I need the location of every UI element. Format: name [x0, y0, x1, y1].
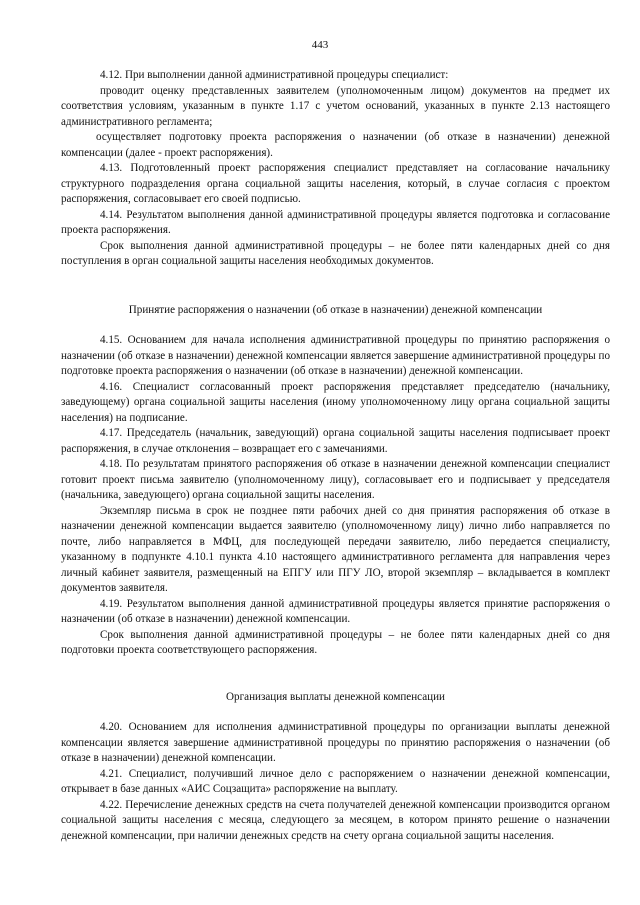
section-heading-decision: Принятие распоряжения о назначении (об отказе в назначении) денежной компенсации: [128, 303, 543, 316]
paragraph-4-18: 4.18. По результатам принятого распоряжения об отказе в назначении денежной компенсации специалист готовит проект письма заявителю (уполномоченному лицу), согласовывает его и подписывает у председателя (начальника, заведующего) органа социальной защиты населения.: [61, 458, 610, 501]
paragraph-4-20: 4.20. Основанием для исполнения административной процедуры по организации выплаты денежной компенсации является завершение административной процедуры по принятию распоряжения о назначении (об отказе в назначении) денежной компенсации.: [61, 721, 610, 764]
paragraph-4-12: 4.12. При выполнении данной административной процедуры специалист:: [100, 69, 449, 81]
section-payment: [61, 720, 610, 844]
paragraph-4-21: 4.21. Специалист, получивший личное дело с распоряжением о назначении денежной компенсации, открывает в базе данных «АИС Соцзащита» распоряжение на выплату.: [61, 767, 610, 795]
paragraph-letter-copy: Экземпляр письма в срок не позднее пяти рабочих дней со дня принятия распоряжения об отказе в назначении денежной компенсации выдается заявителю (уполномоченному лицу) лично либо направляется по почте, либо направляется в МФЦ, для последующей передачи заявителю, либо передается специалисту, указанному в подпункте 4.10.1 пункта 4.10 настоящего административного регламента для направления через личный кабинет заявителя, размещенный на ЕПГУ или ПГУ ЛО, второй экземпляр – вкладывается в комплект документов заявителя.: [61, 504, 610, 594]
paragraph-4-16: 4.16. Специалист согласованный проект распоряжения представляет председателю (начальнику, заведующему) органа социальной защиты населения (иному уполномоченному лицу органа социальной защиты населения) на подписание.: [61, 380, 610, 424]
paragraph-4-15: 4.15. Основанием для начала исполнения административной процедуры по принятию распоряжения о назначении (об отказе в назначении) денежной компенсации является завершение административной процедуры по подготовке проекта распоряжения о назначении (об отказе в назначении) денежной компенсации.: [61, 334, 610, 377]
document-body: [61, 38, 610, 844]
section-heading-payment: Организация выплаты денежной компенсации: [226, 690, 445, 703]
paragraph-4-22: 4.22. Перечисление денежных средств на счета получателей денежной компенсации производится органом социальной защиты населения с месяца, следующего за месяцем, в котором принято решение о назначении денежной компенсации, при наличии денежных средств на счету органа социальной защиты населения.: [61, 798, 610, 842]
paragraph-4-19: 4.19. Результатом выполнения данной административной процедуры является принятие распоряжения о назначении (об отказе в назначении) денежной компенсации.: [61, 597, 610, 625]
paragraph-4-14: 4.14. Результатом выполнения данной административной процедуры является подготовка и согласование проекта распоряжения.: [61, 208, 610, 236]
paragraph-deadline-1: Срок выполнения данной административной процедуры – не более пяти календарных дней со дня поступления в орган социальной защиты населения необходимых документов.: [61, 239, 610, 267]
section-intro: [61, 38, 610, 270]
paragraph-deadline-2: Срок выполнения данной административной процедуры – не более пяти календарных дней со дня подготовки проекта соответствующего распоряжения.: [61, 628, 610, 656]
section-decision: [61, 333, 610, 659]
paragraph-draft-preparation: осуществляет подготовку проекта распоряжения о назначении (об отказе в назначении) денежной компенсации (далее - проект распоряжения).: [61, 131, 610, 159]
paragraph-4-17: 4.17. Председатель (начальник, заведующий) органа социальной защиты населения подписывает проект распоряжения, в случае отклонения – возвращает его с замечаниями.: [61, 427, 610, 455]
paragraph-4-13: 4.13. Подготовленный проект распоряжения специалист представляет на согласование начальнику структурного подразделения органа социальной защиты населения, который, в случае согласия с проектом распоряжения, согласовывает его своей подписью.: [61, 162, 610, 205]
paragraph-assessment: проводит оценку представленных заявителем (уполномоченным лицом) документов на предмет их соответствия условиям, указанным в пункте 1.17 с учетом оснований, указанных в пункте 2.13 настоящего административного регламента;: [61, 84, 610, 128]
page-number: 443: [311, 39, 329, 51]
